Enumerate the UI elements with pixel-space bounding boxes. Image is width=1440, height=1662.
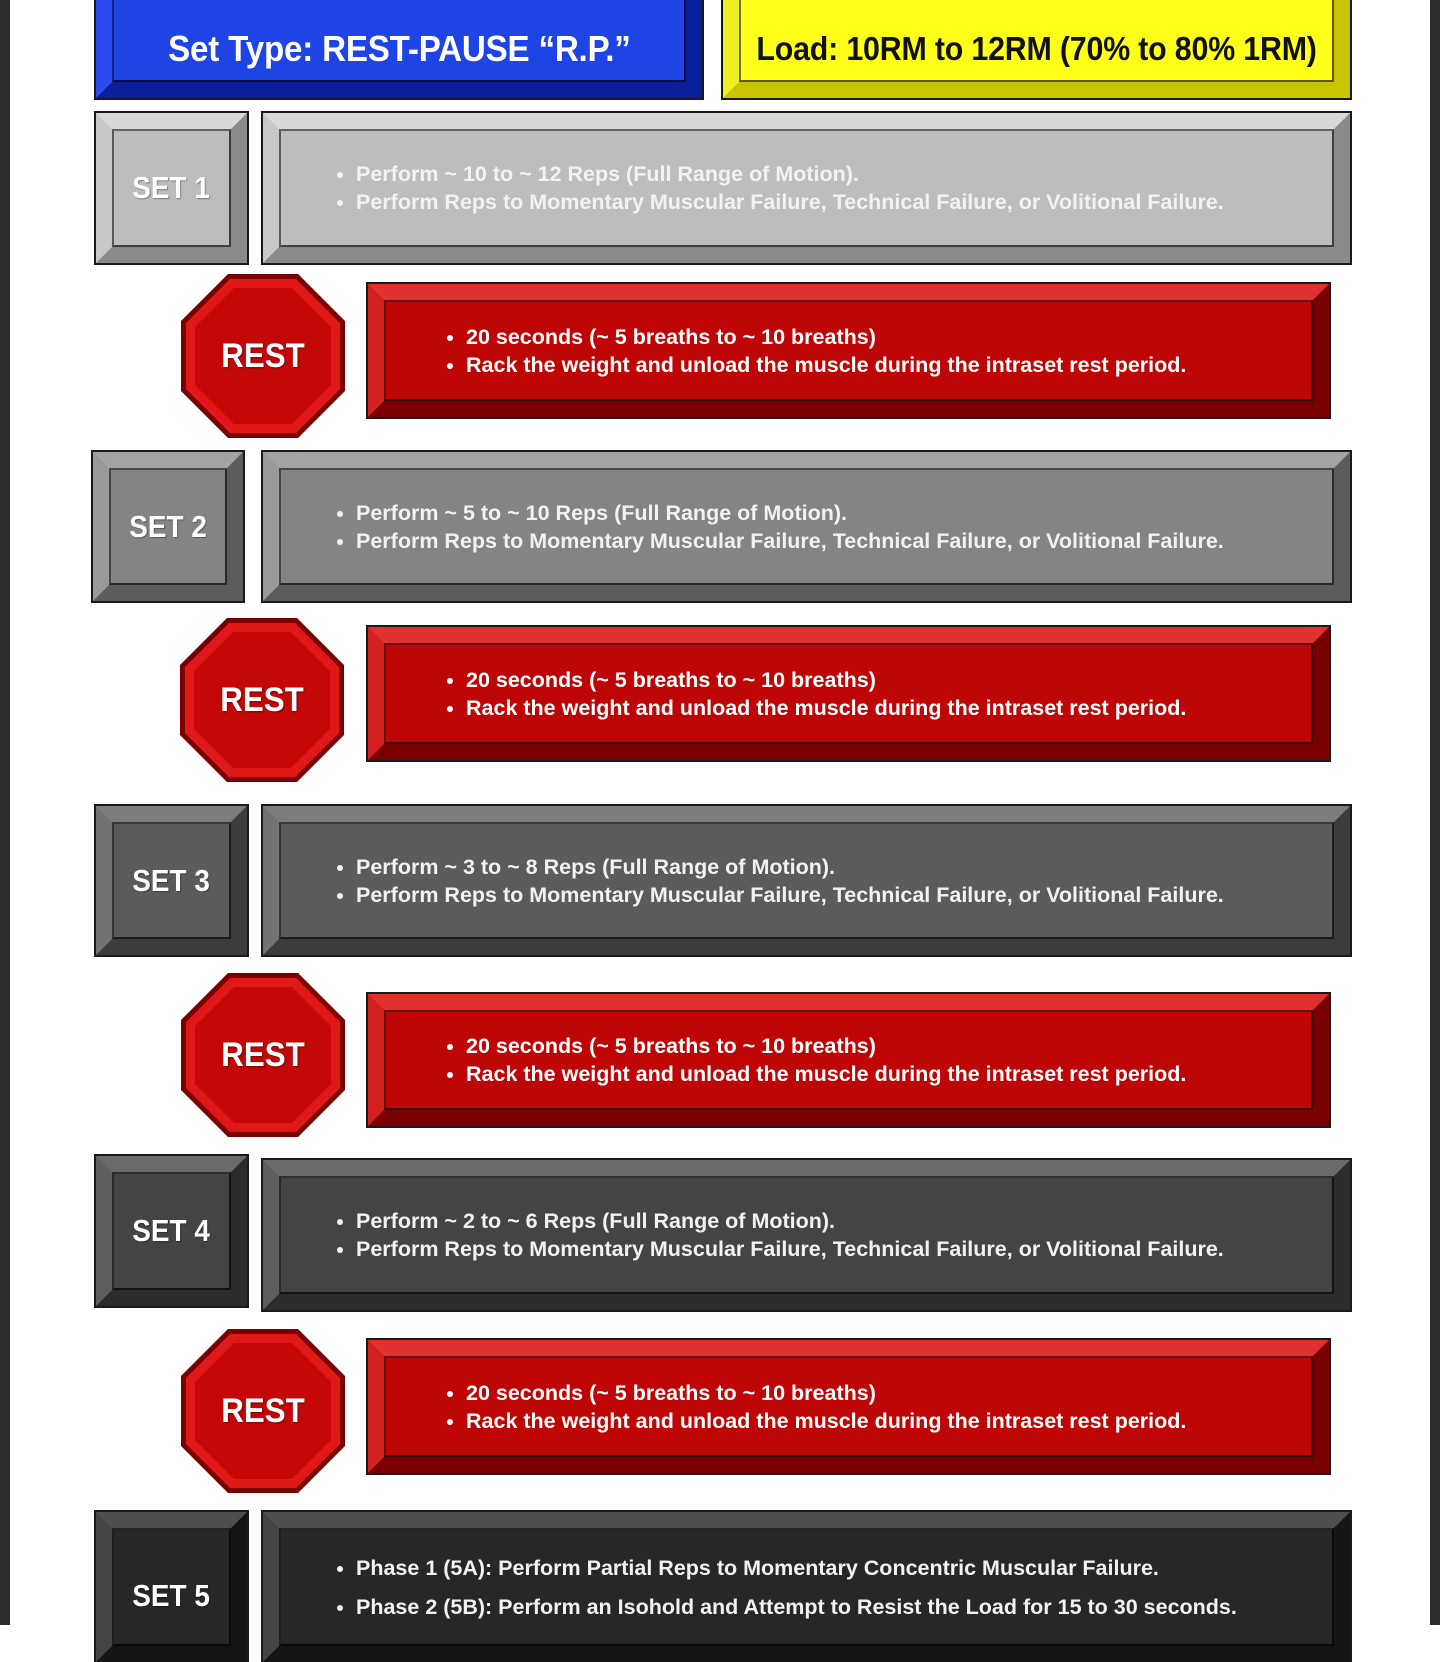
- rest-4-label: REST: [221, 1391, 305, 1430]
- set-4-label: SET 4: [132, 1213, 211, 1248]
- rest-1-description: [368, 284, 1329, 417]
- set-type-banner: [96, 0, 702, 98]
- rest-3-bullet-2: • Rack the weight and unload the muscle during the intraset rest period.: [466, 1060, 1186, 1088]
- set-5-bullet-2: • Phase 2 (5B): Perform an Isohold and Attempt to Resist the Load for 15 to 30 seconds.: [356, 1588, 1237, 1627]
- set-5-bullet-list: [301, 1549, 1237, 1627]
- rest-2-stop-sign: [178, 616, 346, 784]
- set-1-bullet-2: • Perform Reps to Momentary Muscular Failure, Technical Failure, or Volitional Failure.: [356, 188, 1224, 216]
- set-3-description: [263, 806, 1350, 955]
- set-4-bullet-2: • Perform Reps to Momentary Muscular Failure, Technical Failure, or Volitional Failure.: [356, 1235, 1224, 1263]
- rest-4-bullet-1: • 20 seconds (~ 5 breaths to ~ 10 breaths): [466, 1379, 1186, 1407]
- rest-2-description: [368, 627, 1329, 760]
- set-5-description: [263, 1512, 1350, 1662]
- set-4-description: [263, 1160, 1350, 1310]
- rest-2-bullet-list: [406, 666, 1186, 722]
- set-1-label-box: [96, 113, 247, 263]
- set-1-bullet-1: • Perform ~ 10 to ~ 12 Reps (Full Range of Motion).: [356, 160, 1224, 188]
- rest-3-description: [368, 994, 1329, 1126]
- set-3-bullet-1: • Perform ~ 3 to ~ 8 Reps (Full Range of Motion).: [356, 853, 1224, 881]
- rest-2-bullet-2: • Rack the weight and unload the muscle during the intraset rest period.: [466, 694, 1186, 722]
- set-3-bullet-list: [301, 853, 1224, 909]
- rest-3-bullet-list: [406, 1032, 1186, 1088]
- set-1-bullet-list: [301, 160, 1224, 216]
- load-banner: [723, 0, 1350, 98]
- set-2-label: SET 2: [129, 508, 207, 544]
- set-5-bullet-1: • Phase 1 (5A): Perform Partial Reps to Momentary Concentric Muscular Failure.: [356, 1549, 1237, 1588]
- set-1-description: [263, 113, 1350, 263]
- rest-4-bullet-2: • Rack the weight and unload the muscle during the intraset rest period.: [466, 1407, 1186, 1435]
- set-2-bullet-2: • Perform Reps to Momentary Muscular Failure, Technical Failure, or Volitional Failure.: [356, 527, 1224, 555]
- right-border: [1430, 0, 1440, 1625]
- set-5-label: SET 5: [132, 1578, 211, 1613]
- rest-1-bullet-list: [406, 323, 1186, 379]
- set-2-bullet-1: • Perform ~ 5 to ~ 10 Reps (Full Range of Motion).: [356, 499, 1224, 527]
- rest-1-bullet-2: • Rack the weight and unload the muscle during the intraset rest period.: [466, 351, 1186, 379]
- rest-3-label: REST: [221, 1035, 305, 1074]
- set-4-bullet-list: [301, 1207, 1224, 1263]
- set-3-bullet-2: • Perform Reps to Momentary Muscular Failure, Technical Failure, or Volitional Failure.: [356, 881, 1224, 909]
- rest-1-label: REST: [221, 336, 305, 375]
- rest-2-label: REST: [220, 680, 304, 719]
- rest-4-bullet-list: [406, 1379, 1186, 1435]
- set-2-label-box: [93, 452, 243, 601]
- rest-2-bullet-1: • 20 seconds (~ 5 breaths to ~ 10 breaths): [466, 666, 1186, 694]
- set-4-bullet-1: • Perform ~ 2 to ~ 6 Reps (Full Range of Motion).: [356, 1207, 1224, 1235]
- set-4-label-box: [96, 1156, 247, 1306]
- set-type-text: Set Type: REST-PAUSE “R.P.”: [167, 28, 631, 69]
- rest-1-stop-sign: [179, 272, 347, 440]
- set-2-description: [263, 452, 1350, 601]
- rest-1-bullet-1: • 20 seconds (~ 5 breaths to ~ 10 breaths): [466, 323, 1186, 351]
- set-3-label-box: [96, 806, 247, 955]
- set-3-label: SET 3: [132, 862, 211, 898]
- rest-4-stop-sign: [179, 1327, 347, 1495]
- rest-3-stop-sign: [179, 971, 347, 1139]
- set-1-label: SET 1: [132, 170, 211, 205]
- set-2-bullet-list: [301, 499, 1224, 555]
- load-text: Load: 10RM to 12RM (70% to 80% 1RM): [756, 30, 1317, 67]
- rest-4-description: [368, 1340, 1329, 1473]
- rest-3-bullet-1: • 20 seconds (~ 5 breaths to ~ 10 breaths): [466, 1032, 1186, 1060]
- left-border: [0, 0, 10, 1625]
- set-5-label-box: [96, 1512, 247, 1662]
